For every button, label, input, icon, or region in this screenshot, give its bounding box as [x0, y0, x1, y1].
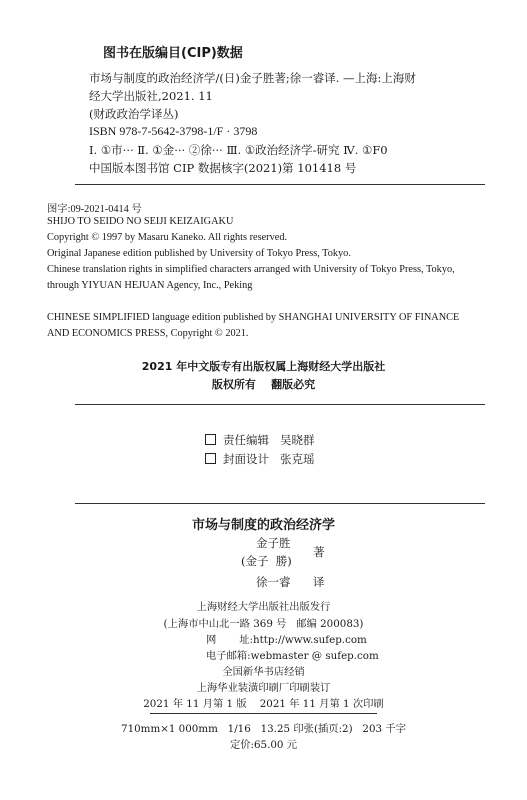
divider-specs — [150, 713, 377, 714]
cip-classification: Ⅰ. ①市··· Ⅱ. ①金··· ②徐··· Ⅲ. ①政治经济学-研究 Ⅳ. ①F0 — [89, 143, 388, 157]
checkbox-icon — [205, 434, 216, 445]
author-original-name: (金子 勝) — [241, 554, 292, 568]
divider-top — [75, 184, 485, 185]
edition-info: 2021 年 11 月第 1 版 2021 年 11 月第 1 次印刷 — [143, 698, 384, 710]
editor-label: 责任编辑 — [223, 433, 269, 447]
translation-rights-line-1: Chinese translation rights in simplified characters arranged with University of Tokyo Press, Tokyo, — [47, 264, 455, 275]
cip-verification: 中国版本图书馆 CIP 数据核字(2021)第 101418 号 — [89, 161, 357, 175]
format-info: 710mm×1 000mm 1/16 13.25 印张(插页:2) 203 千字 — [121, 723, 406, 735]
publisher-email — [206, 647, 379, 662]
cip-catalog-line-2: 经大学出版社,2021. 11 — [89, 89, 213, 103]
original-edition-line: Original Japanese edition published by University of Tokyo Press, Tokyo. — [47, 248, 351, 259]
cip-catalog-line-1: 市场与制度的政治经济学/(日)金子胜著;徐一睿译. —上海:上海财 — [89, 71, 416, 85]
author-name: 金子胜 — [256, 536, 291, 550]
editor-credit — [205, 432, 314, 448]
simplified-edition-line-2: AND ECONOMICS PRESS, Copyright © 2021. — [47, 328, 249, 339]
designer-name: 张克瑶 — [279, 452, 315, 466]
website-link[interactable]: http://www.sufep.com — [252, 634, 367, 646]
registration-number: 图字:09-2021-0414 号 — [47, 204, 142, 215]
cip-isbn: ISBN 978-7-5642-3798-1/F · 3798 — [89, 124, 258, 138]
publisher-name: 上海财经大学出版社出版发行 — [196, 601, 331, 613]
price: 定价:65.00 元 — [229, 739, 298, 751]
printer: 上海华业装潢印刷厂印刷装订 — [196, 682, 331, 694]
cip-title: 图书在版编目(CIP)数据 — [103, 46, 243, 61]
divider-middle — [75, 404, 485, 405]
publisher-website — [206, 631, 367, 646]
author-role: 著 — [313, 545, 325, 559]
designer-label: 封面设计 — [223, 452, 269, 466]
editor-name: 吴晓群 — [279, 433, 315, 447]
translator-name: 徐一睿 — [256, 575, 291, 589]
email-link[interactable]: webmaster @ sufep.com — [250, 650, 379, 662]
checkbox-icon — [205, 453, 216, 464]
distributor: 全国新华书店经销 — [222, 666, 305, 678]
publisher-address: (上海市中山北一路 369 号 邮编 200083) — [163, 618, 364, 630]
translation-rights-line-2: through YIYUAN HEJUAN Agency, Inc., Peking — [47, 280, 253, 291]
cip-series: (财政政治学译丛) — [89, 107, 179, 121]
original-title: SHIJO TO SEIDO NO SEIJI KEIZAIGAKU — [47, 216, 234, 227]
exclusive-rights: 2021 年中文版专有出版权属上海财经大学出版社 — [141, 360, 386, 373]
book-title: 市场与制度的政治经济学 — [191, 518, 335, 533]
all-rights-reserved: 版权所有 翻版必究 — [211, 378, 316, 391]
translator-role: 译 — [313, 575, 325, 589]
copyright-line: Copyright © 1997 by Masaru Kaneko. All rights reserved. — [47, 232, 288, 243]
designer-credit — [205, 451, 314, 467]
simplified-edition-line-1: CHINESE SIMPLIFIED language edition published by SHANGHAI UNIVERSITY OF FINANCE — [47, 312, 460, 323]
divider-colophon — [75, 503, 485, 504]
email-label: 电子邮箱: — [206, 650, 251, 662]
website-label: 网 址: — [206, 634, 253, 646]
